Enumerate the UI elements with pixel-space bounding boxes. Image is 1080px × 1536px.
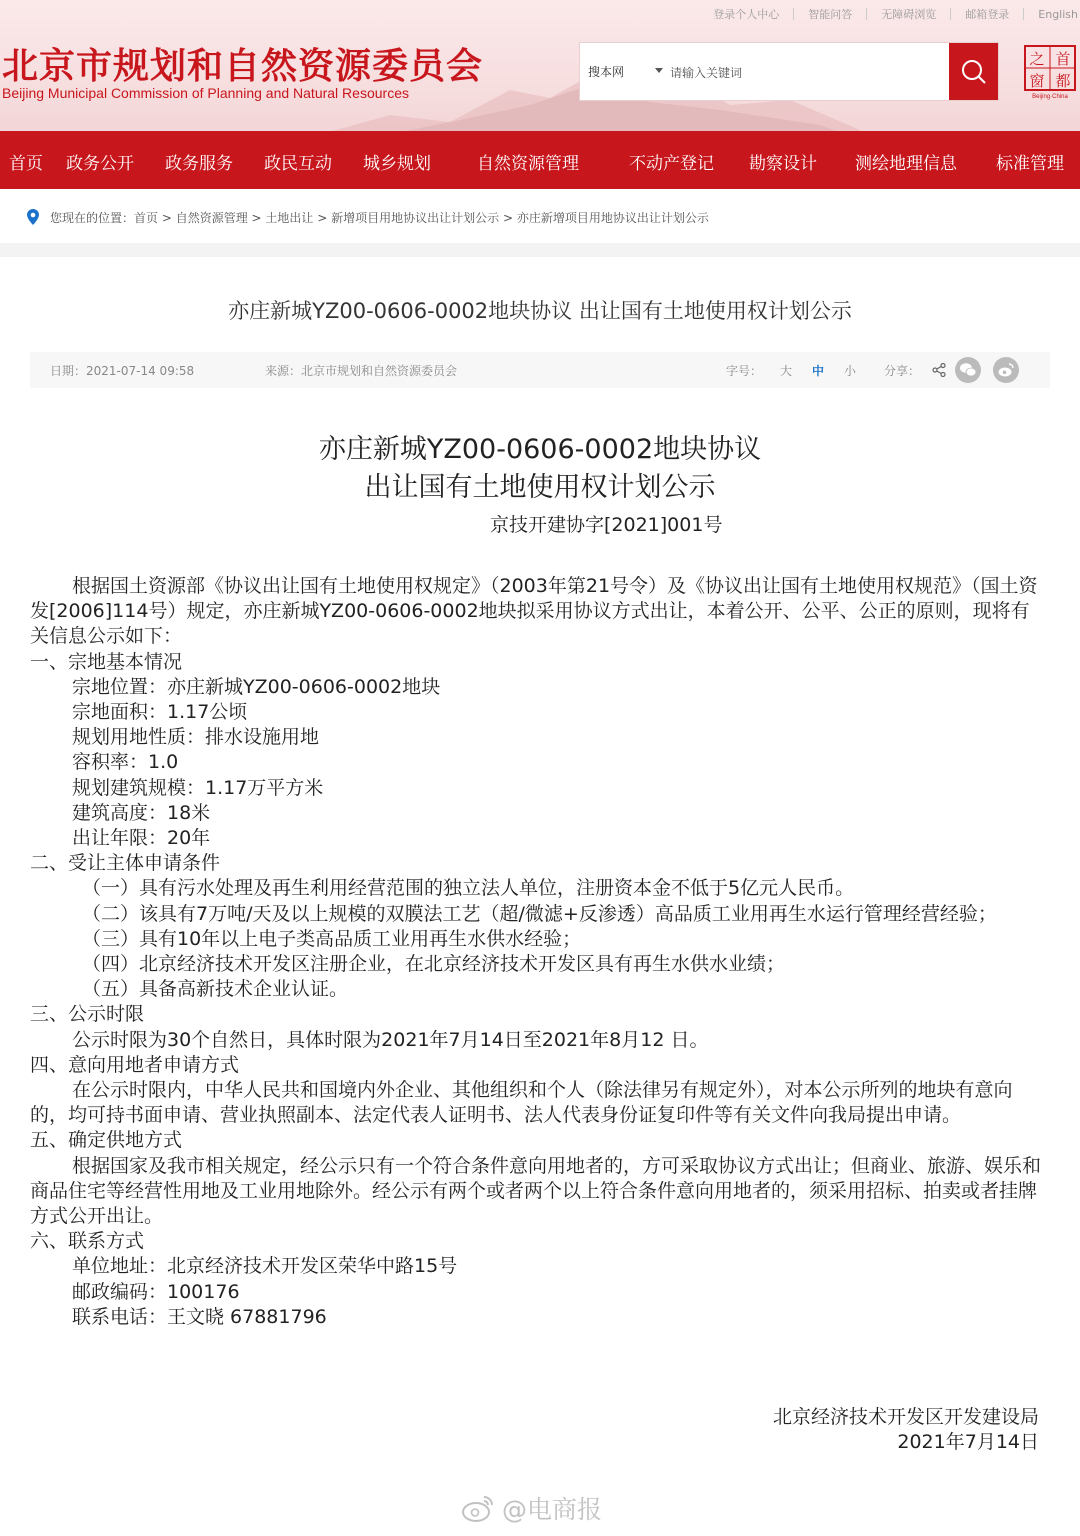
document-intro: 根据国土资源部《协议出让国有土地使用权规定》（2003年第21号令）及《协议出让国有土地使用权规范》（国土资发[2006]114号）规定，亦庄新城YZ00-0606-0002地块拟采用协议方式出让，本着公开、公平、公正的原则，现将有关信息公示如下： [30,575,1038,648]
nav-item-real-estate[interactable]: 不动产登记 [629,154,714,174]
signature-organization: 北京经济技术开发区开发建设局 [772,1406,1039,1428]
section-heading: 六、联系方式 [30,1230,145,1253]
breadcrumb-sep: > [158,211,176,225]
font-size-medium[interactable]: 中 [812,364,825,378]
contact-address: 单位地址：北京经济技术开发区荣华中路15号 [72,1255,458,1278]
top-link-mail-login[interactable]: 邮箱登录 [965,8,1010,21]
watermark [460,1490,602,1526]
nav-item-home[interactable]: 首页 [9,154,43,174]
site-title[interactable]: 北京市规划和自然资源委员会 [2,46,484,87]
application-method: 在公示时限内，中华人民共和国境内外企业、其他组织和个人（除法律另有规定外），对本公示所列的地块有意向的，均可持书面申请、营业执照副本、法定代表人证明书、法人代表身份证复印件等有关文件向我局提出申请。 [30,1079,1013,1127]
search-box [579,42,999,101]
supply-method: 根据国家及我市相关规定，经公示只有一个符合条件意向用地者的，方可采取协议方式出让；但商业、旅游、娱乐和商品住宅等经营性用地及工业用地除外。经公示有两个或者两个以上符合条件意向用地者的，须采用招标、拍卖或者挂牌方式公开出让。 [30,1154,1042,1228]
section-heading: 二、受让主体申请条件 [30,852,221,875]
weibo-share-icon[interactable] [993,357,1019,383]
section-gap [0,243,1080,257]
section-heading: 一、宗地基本情况 [30,650,183,673]
weibo-logo-icon [460,1493,496,1523]
nav-item-geo-info[interactable]: 测绘地理信息 [855,154,957,174]
contact-postcode: 邮政编码：100176 [72,1280,240,1303]
section-heading: 四、意向用地者申请方式 [30,1053,240,1076]
parcel-area: 宗地面积：1.17公顷 [72,701,248,724]
article-date: 日期：2021-07-14 09:58 [50,364,195,378]
article-title: 亦庄新城YZ00-0606-0002地块协议 出让国有土地使用权计划公示 [228,299,852,323]
search-button[interactable] [949,43,998,100]
requirement-item: （四）北京经济技术开发区注册企业，在北京经济技术开发区具有再生水供水业绩； [82,953,786,976]
breadcrumb-yizhuang-plan[interactable]: 亦庄新增项目用地协议出让计划公示 [516,211,709,225]
document-title-line1: 亦庄新城YZ00-0606-0002地块协议 [318,434,762,465]
main-nav [0,131,1080,189]
share-icon[interactable] [932,363,946,377]
breadcrumb-trail [50,209,709,226]
nav-item-survey-design[interactable]: 勘察设计 [749,154,817,174]
svg-text:之: 之 [1029,50,1045,68]
breadcrumb [0,189,1080,244]
section-heading: 三、公示时限 [30,1003,145,1026]
requirement-item: （五）具备高新技术企业认证。 [82,978,349,1001]
requirement-item: （一）具有污水处理及再生利用经营范围的独立法人单位，注册资本金不低于5亿元人民币。 [82,877,855,900]
breadcrumb-land-transfer[interactable]: 土地出让 [265,211,314,225]
site-header [0,0,1080,131]
nav-item-standards[interactable]: 标准管理 [996,154,1064,174]
search-icon [961,59,987,85]
breadcrumb-sep: > [499,211,517,225]
nav-item-natural-resources[interactable]: 自然资源管理 [477,154,579,174]
wechat-share-icon[interactable] [955,357,981,383]
site-subtitle: Beijing Municipal Commission of Planning and Natural Resources [2,85,409,101]
publicity-period: 公示时限为30个自然日，具体时限为2021年7月14日至2021年8月12 日。 [72,1028,709,1051]
svg-text:Beijing·China: Beijing·China [1032,94,1068,100]
transfer-term: 出让年限：20年 [72,827,211,850]
land-use-type: 规划用地性质：排水设施用地 [72,726,320,749]
contact-phone: 联系电话：王文晓 67881796 [72,1305,327,1328]
nav-item-urban-planning[interactable]: 城乡规划 [363,154,431,174]
document-number: 京技开建协字[2021]001号 [490,514,723,536]
font-size-label: 字号： [726,364,763,378]
breadcrumb-natural-resources[interactable]: 自然资源管理 [175,211,248,225]
search-input[interactable] [668,57,942,89]
watermark-text: @电商报 [502,1495,603,1524]
document-title-line2: 出让国有土地使用权计划公示 [364,472,716,503]
breadcrumb-sep: > [247,211,266,225]
breadcrumb-home[interactable]: 首页 [134,211,159,225]
svg-text:窗: 窗 [1029,72,1045,90]
requirement-item: （三）具有10年以上电子类高品质工业用再生水供水经验； [82,927,582,950]
breadcrumb-prefix: 您现在的位置： [50,211,135,225]
svg-text:首: 首 [1055,50,1071,68]
article-source: 来源：北京市规划和自然资源委员会 [265,364,458,378]
requirement-item: （二）该具有7万吨/天及以上规模的双膜法工艺（超/微滤+反渗透）高品质工业用再生水运行管理经营经验； [82,902,997,925]
chevron-down-icon[interactable] [655,68,663,73]
svg-text:都: 都 [1055,72,1071,90]
top-link-accessibility[interactable]: 无障碍浏览 [881,8,937,21]
breadcrumb-sep: > [313,211,332,225]
signature-date: 2021年7月14日 [897,1431,1039,1453]
search-scope-select[interactable]: 搜本网 [588,65,625,79]
building-height: 建筑高度：18米 [72,801,211,824]
location-pin-icon [27,209,39,225]
article-meta-bar [30,352,1050,388]
top-link-personal-center[interactable]: 登录个人中心 [713,8,780,21]
document-body [30,574,1045,1330]
building-scale: 规划建筑规模：1.17万平方米 [72,776,324,799]
top-link-smart-qa[interactable]: 智能问答 [808,8,853,21]
share-label: 分享： [884,364,921,378]
capital-window-seal-logo[interactable] [1023,44,1077,100]
top-links [699,6,1080,22]
breadcrumb-new-project-plan[interactable]: 新增项目用地协议出让计划公示 [331,211,500,225]
floor-area-ratio: 容积率：1.0 [72,751,179,774]
top-link-english[interactable]: English [1038,7,1078,21]
font-size-small[interactable]: 小 [844,364,857,378]
nav-item-gov-affairs[interactable]: 政务公开 [66,154,134,174]
nav-item-interaction[interactable]: 政民互动 [264,154,332,174]
font-size-large[interactable]: 大 [780,364,793,378]
section-heading: 五、确定供地方式 [30,1129,183,1152]
parcel-location: 宗地位置：亦庄新城YZ00-0606-0002地块 [72,675,441,698]
nav-item-gov-services[interactable]: 政务服务 [165,154,233,174]
